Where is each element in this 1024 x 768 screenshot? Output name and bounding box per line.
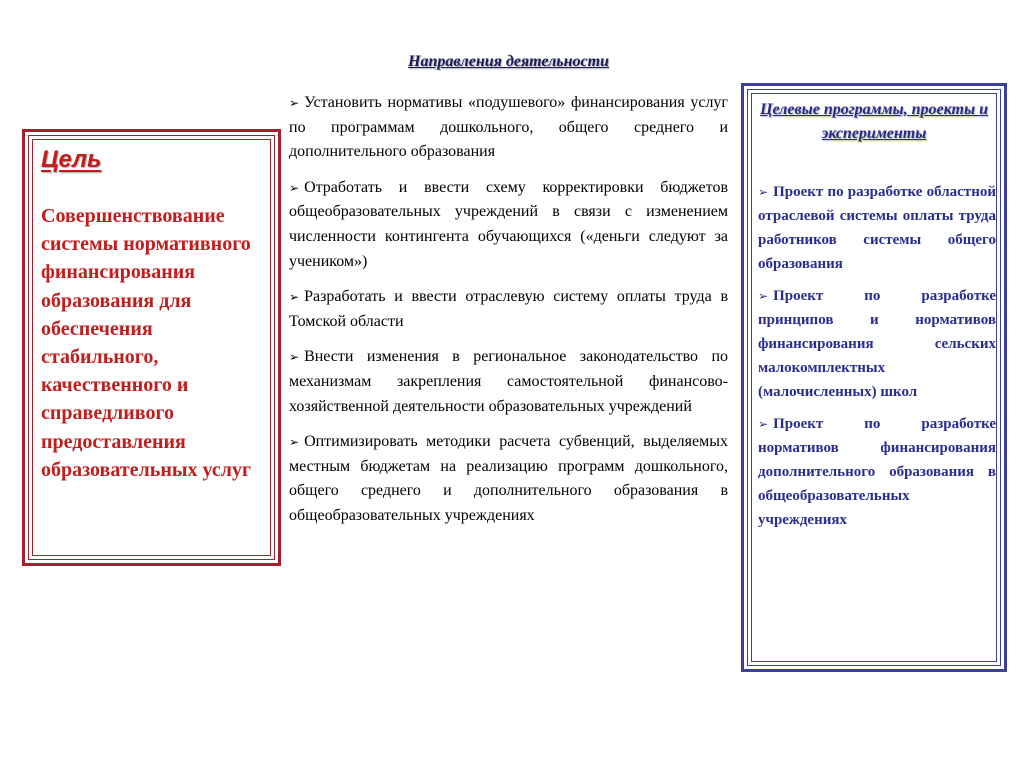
arrow-bullet-icon: ➢ [289,96,300,110]
direction-item [289,176,728,274]
program-item [758,180,996,276]
program-item-text: Проект по разработке принципов и нормативов финансирования сельских малокомплектных (малочисленных) школ [758,288,996,400]
goal-text: Совершенствование системы нормативного финансирования образования для обеспечения стабильного, качественного и справедливого предоставления образовательных услуг [41,205,252,481]
directions-heading: Направления деятельности [408,53,609,70]
direction-item-text: Установить нормативы «подушевого» финансирования услуг по программам дошкольного, общего среднего и дополнительного образования [289,94,728,161]
direction-item [289,285,728,334]
directions-list [289,91,728,540]
program-item [758,284,996,404]
arrow-bullet-icon: ➢ [289,435,300,450]
direction-item-text: Оптимизировать методики расчета субвенций, выделяемых местным бюджетам на реализацию программ дошкольного, общего среднего и дополнительного образования в общеобразовательных учреждениях [289,433,728,524]
direction-item [289,345,728,419]
goal-panel [22,129,281,566]
direction-item-text: Внести изменения в региональное законодательство по механизмам закрепления самостоятельной финансово-хозяйственной деятельности образовательных учреждений [289,348,728,415]
direction-item-text: Разработать и ввести отраслевую систему оплаты труда в Томской области [289,288,728,330]
programs-list [758,180,996,540]
direction-item [289,91,728,165]
arrow-bullet-icon: ➢ [289,290,300,305]
arrow-bullet-icon: ➢ [289,180,300,195]
program-item [758,412,996,532]
program-item-text: Проект по разработке областной отраслевой системы оплаты труда работников системы общего образования [758,184,996,272]
arrow-bullet-icon: ➢ [758,417,769,431]
programs-title: Целевые программы, проекты и эксперименты [760,101,988,142]
program-item-text: Проект по разработке нормативов финансирования дополнительного образования в общеобразовательных учреждениях [758,416,996,528]
arrow-bullet-icon: ➢ [289,350,300,365]
arrow-bullet-icon: ➢ [758,289,769,303]
arrow-bullet-icon: ➢ [758,185,769,199]
programs-panel [741,83,1007,672]
direction-item [289,430,728,528]
direction-item-text: Отработать и ввести схему корректировки бюджетов общеобразовательных учреждений в связи с изменением численности контингента обучающихся («деньги следуют за учеником») [289,178,728,270]
goal-title: Цель [41,146,102,173]
